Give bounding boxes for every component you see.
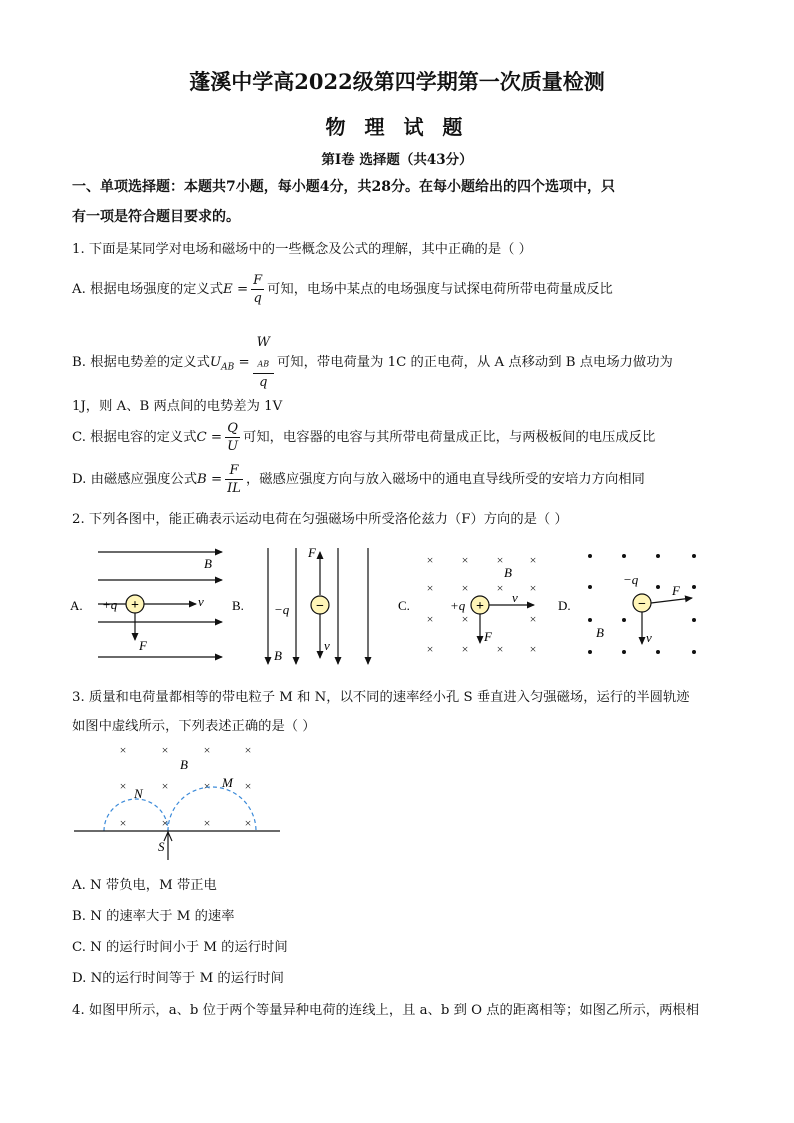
figure-d-label: D. (558, 598, 571, 613)
svg-text:×: × (119, 816, 127, 830)
orbit-n (104, 799, 168, 831)
svg-text:B: B (504, 565, 512, 580)
formula-fraction: W $_{AB}$ q (253, 334, 274, 391)
svg-text:F: F (672, 583, 680, 598)
svg-text:B: B (180, 757, 188, 772)
part-heading-line2: 有一项是符合题目要求的。 (72, 209, 240, 225)
svg-text:×: × (244, 816, 252, 830)
svg-text:+q: +q (102, 597, 118, 612)
svg-text:v: v (512, 590, 518, 605)
svg-text:F: F (484, 629, 492, 644)
question-3-stem-line1: 3. 质量和电荷量都相等的带电粒子 M 和 N，以不同的速率经小孔 S 垂直进入匀强磁场，运行的半圆轨迹 (72, 690, 690, 705)
figure-a-label: A. (70, 598, 83, 613)
question-1-option-b-continued: 1J，则 A、B 两点间的电势差为 1V (72, 399, 283, 414)
svg-text:F: F (139, 638, 147, 653)
question-3-option-d: D. N的运行时间等于 M 的运行时间 (72, 971, 284, 986)
svg-text:F: F (308, 545, 316, 560)
section-heading: 第Ⅰ卷 选择题（共43分） (321, 152, 473, 168)
svg-text:B: B (274, 648, 282, 663)
svg-text:−q: −q (623, 572, 639, 587)
svg-text:v: v (646, 630, 652, 645)
exam-title: 蓬溪中学高2022级第四学期第一次质量检测 (189, 69, 605, 94)
svg-text:×: × (529, 612, 537, 626)
formula-fraction: $\frac{F}{q}$ (253, 273, 263, 306)
question-1-option-d: D. 由磁感应强度公式B = $\frac{F}{IL}$ ，磁感应强度方向与放入磁场中的通电直导线所受的安培力方向相同 (72, 463, 645, 496)
figure-a (70, 552, 222, 657)
svg-text:+: + (131, 598, 139, 613)
svg-text:v: v (198, 594, 204, 609)
figure-d (558, 554, 696, 654)
part-heading-line1: 一、单项选择题：本题共7小题，每小题4分，共28分。在每小题给出的四个选项中，只 (72, 179, 615, 195)
svg-text:×: × (119, 743, 127, 757)
question-1-stem: 1. 下面是某同学对电场和磁场中的一些概念及公式的理解，其中正确的是（ ） (72, 242, 532, 257)
question-4-stem: 4. 如图甲所示，a、b 位于两个等量异种电荷的连线上，且 a、b 到 O 点的距离相等；如图乙所示，两根相 (72, 1003, 699, 1018)
svg-text:S: S (158, 839, 165, 854)
svg-text:×: × (461, 612, 469, 626)
svg-text:v: v (324, 638, 330, 653)
question-3-figure (70, 738, 290, 863)
question-1-option-b: B. 根据电势差的定义式$U_{AB}$ = W $_{AB}$ q 可知，带电荷量为 1C 的正电荷，从 A 点移动到 B 点电场力做功为 (72, 335, 673, 390)
figure-b-label: B. (232, 598, 244, 613)
question-3-option-b: B. N 的速率大于 M 的速率 (72, 909, 235, 924)
svg-text:×: × (529, 642, 537, 656)
svg-text:+: + (476, 599, 484, 614)
svg-text:×: × (461, 581, 469, 595)
svg-text:×: × (496, 553, 504, 567)
svg-text:×: × (161, 779, 169, 793)
svg-text:×: × (203, 743, 211, 757)
svg-text:×: × (529, 581, 537, 595)
svg-text:×: × (244, 779, 252, 793)
svg-text:−: − (638, 597, 646, 612)
svg-text:×: × (161, 743, 169, 757)
question-2-stem: 2. 下列各图中，能正确表示运动电荷在匀强磁场中所受洛伦兹力（F）方向的是（ ） (72, 512, 568, 527)
figure-c (398, 553, 536, 656)
svg-text:×: × (203, 779, 211, 793)
svg-text:B: B (596, 625, 604, 640)
svg-text:×: × (426, 642, 434, 656)
svg-text:×: × (426, 581, 434, 595)
question-1-option-a: A. 根据电场强度的定义式E = $\frac{F}{q}$ 可知，电场中某点的电场强度与试探电荷所带电荷量成反比 (72, 273, 613, 306)
svg-text:×: × (426, 612, 434, 626)
exam-subtitle: 物 理 试 题 (325, 115, 469, 139)
figure-b (232, 545, 368, 664)
svg-text:×: × (496, 642, 504, 656)
question-3-stem-line2: 如图中虚线所示，下列表述正确的是（ ） (72, 719, 316, 734)
svg-text:−: − (316, 599, 324, 614)
svg-text:×: × (529, 553, 537, 567)
svg-text:×: × (461, 553, 469, 567)
svg-text:×: × (244, 743, 252, 757)
question-3-option-c: C. N 的运行时间小于 M 的运行时间 (72, 940, 288, 955)
svg-text:N: N (134, 786, 143, 801)
svg-text:−q: −q (274, 602, 290, 617)
figure-c-label: C. (398, 598, 410, 613)
svg-text:+q: +q (450, 598, 466, 613)
formula-fraction: $\frac{Q}{U}$ (227, 421, 239, 454)
question-3-option-a: A. N 带负电，M 带正电 (72, 878, 217, 893)
svg-text:×: × (426, 553, 434, 567)
svg-text:M: M (222, 775, 233, 790)
svg-text:×: × (203, 816, 211, 830)
orbit-m (168, 787, 256, 831)
svg-text:×: × (119, 779, 127, 793)
svg-text:B: B (204, 556, 212, 571)
question-1-option-c: C. 根据电容的定义式C = $\frac{Q}{U}$ 可知，电容器的电容与其所带电荷量成正比，与两极板间的电压成反比 (72, 421, 656, 454)
svg-text:×: × (161, 816, 169, 830)
svg-text:×: × (496, 581, 504, 595)
svg-text:×: × (461, 642, 469, 656)
formula-fraction: $\frac{F}{IL}$ (227, 463, 241, 496)
question-2-figures (60, 540, 740, 670)
